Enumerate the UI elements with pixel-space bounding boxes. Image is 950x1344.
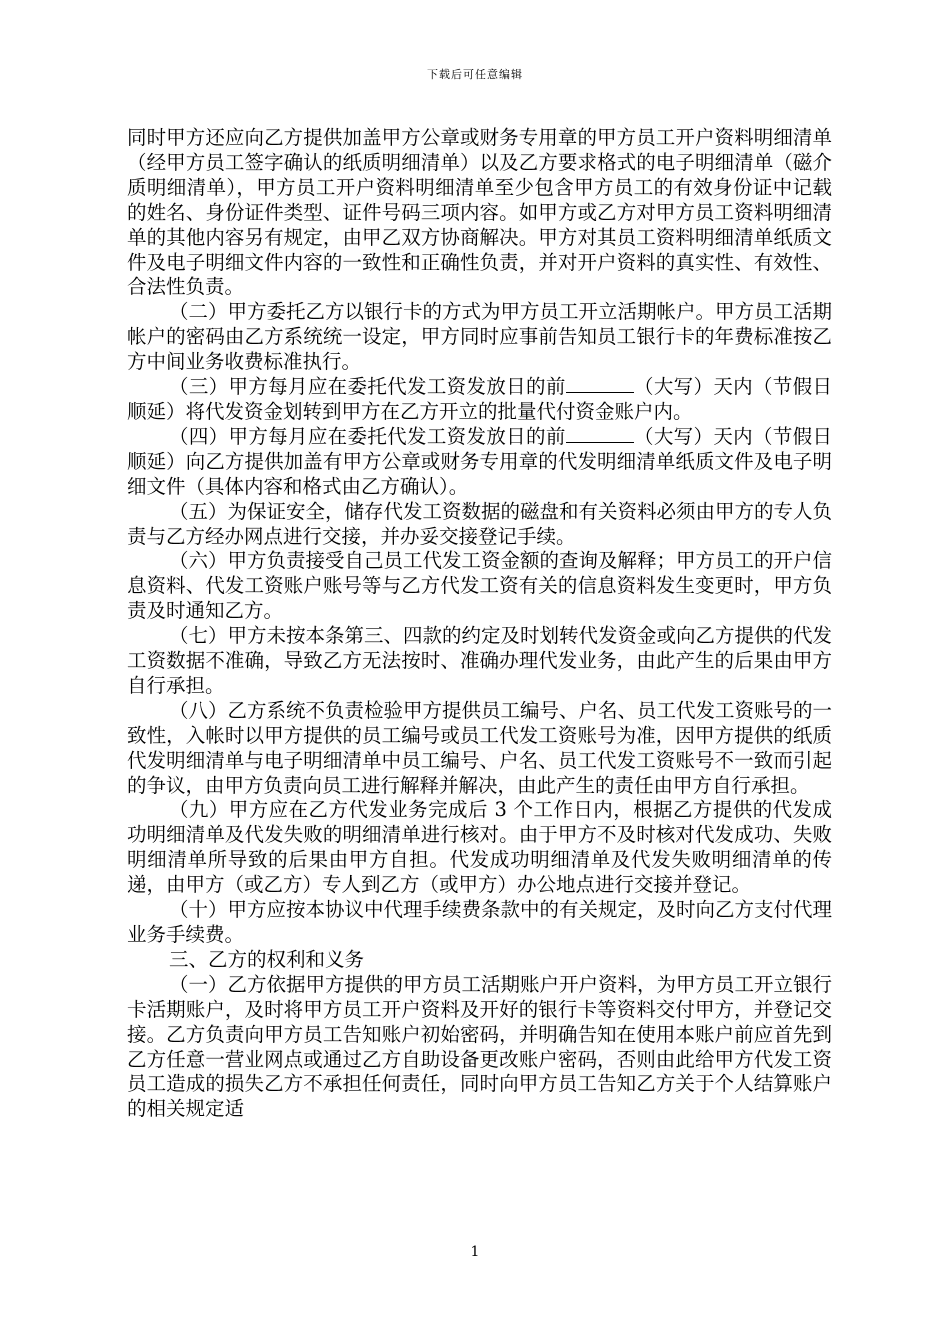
section-heading: 三、乙方的权利和义务 (169, 947, 365, 971)
paragraph-text: （四）甲方每月应在委托代发工资发放日的前 (169, 424, 566, 448)
paragraph: （二）甲方委托乙方以银行卡的方式为甲方员工开立活期帐户。甲方员工活期帐户的密码由乙方系统统一设定，甲方同时应事前告知员工银行卡的年费标准按乙方中间业务收费标准执行。 (127, 300, 833, 374)
paragraph: （一）乙方依据甲方提供的甲方员工活期账户开户资料，为甲方员工开立银行卡活期账户，及时将甲方员工开户资料及开好的银行卡等资料交付甲方，并登记交接。乙方负责向甲方员工告知账户初始密码，并明确告知在使用本账户前应首先到乙方任意一营业网点或通过乙方自助设备更改账户密码，否则由此给甲方代发工资员工造成的损失乙方不承担任何责任，同时向甲方员工告知乙方关于个人结算账户的相关规定适 (127, 972, 833, 1121)
page-number: 1 (470, 1244, 480, 1260)
fill-in-blank (566, 425, 634, 443)
paragraph: （五）为保证安全，储存代发工资数据的磁盘和有关资料必须由甲方的专人负责与乙方经办网点进行交接，并办妥交接登记手续。 (127, 499, 833, 548)
paragraph (127, 425, 832, 500)
page-header: 下载后可任意编辑 (427, 68, 523, 81)
paragraph (127, 375, 832, 425)
paragraph: 同时甲方还应向乙方提供加盖甲方公章或财务专用章的甲方员工开户资料明细清单（经甲方员工签字确认的纸质明细清单）以及乙方要求格式的电子明细清单（磁介质明细清单），甲方员工开户资料明细清单至少包含甲方员工的有效身份证中记载的姓名、身份证件类型、证件号码三项内容。如甲方或乙方对甲方员工资料明细清单的其他内容另有规定，由甲乙双方协商解决。甲方对其员工资料明细清单纸质文件及电子明细文件内容的一致性和正确性负责，并对开户资料的真实性、有效性、合法性负责。 (127, 126, 832, 299)
paragraph-text: （三）甲方每月应在委托代发工资发放日的前 (169, 375, 566, 399)
paragraph-text: （大写）天内（节假日顺延）将代发资金划转到甲方在乙方开立的批量代付资金账户内。 (127, 375, 832, 423)
paragraph: （十）甲方应按本协议中代理手续费条款中的有关规定，及时向乙方支付代理业务手续费。 (127, 898, 833, 946)
document-body (127, 126, 832, 1122)
paragraph: （六）甲方负责接受自己员工代发工资金额的查询及解释；甲方员工的开户信息资料、代发工资账户账号等与乙方代发工资有关的信息资料发生变更时，甲方负责及时通知乙方。 (127, 549, 833, 623)
paragraph: （七）甲方未按本条第三、四款的约定及时划转代发资金或向乙方提供的代发工资数据不准确，导致乙方无法按时、准确办理代发业务，由此产生的后果由甲方自行承担。 (127, 624, 833, 697)
paragraph: （九）甲方应在乙方代发业务完成后 3 个工作日内，根据乙方提供的代发成功明细清单及代发失败的明细清单进行核对。由于甲方不及时核对代发成功、失败明细清单所导致的后果由甲方自担。代发成功明细清单及代发失败明细清单的传递，由甲方（或乙方）专人到乙方（或甲方）办公地点进行交接并登记。 (127, 798, 832, 897)
fill-in-blank (566, 375, 634, 393)
paragraph: （八）乙方系统不负责检验甲方提供员工编号、户名、员工代发工资账号的一致性，入帐时以甲方提供的员工编号或员工代发工资账号为准，因甲方提供的纸质代发明细清单与电子明细清单中员工编号、户名、员工代发工资账号不一致而引起的争议，由甲方负责向员工进行解释并解决，由此产生的责任由甲方自行承担。 (127, 698, 833, 797)
paragraph-text: （大写）天内（节假日顺延）向乙方提供加盖有甲方公章或财务专用章的代发明细清单纸质文件及电子明细文件（具体内容和格式由乙方确认）。 (127, 424, 832, 498)
